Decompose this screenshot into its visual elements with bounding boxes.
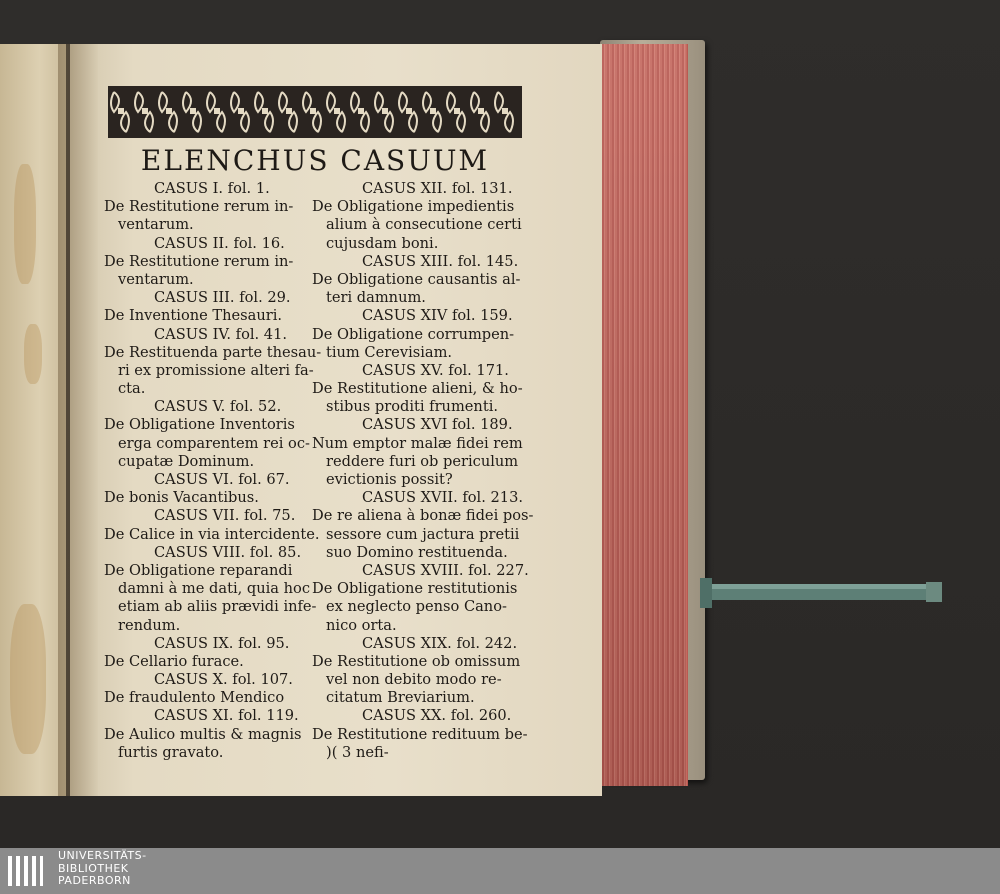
case-entry-line: De Restitutione redituum be-	[312, 725, 528, 743]
case-entry-line: De Inventione Thesauri.	[104, 307, 283, 325]
left-page-edge	[0, 44, 66, 796]
case-entry-line: De Obligatione reparandi	[104, 561, 293, 579]
case-entry-line: De Aulico multis & magnis	[104, 725, 302, 743]
library-name-line3: PADERBORN	[58, 874, 131, 887]
case-entry-line: De Calice in via intercidente.	[104, 525, 320, 543]
library-footer-bar	[0, 848, 1000, 894]
case-entry-line: De fraudulento Mendico	[104, 689, 285, 707]
case-heading: CASUS II. fol. 16.	[154, 234, 285, 252]
case-entry-line: ri ex promissione alteri fa-	[118, 361, 314, 379]
ornament-dot	[166, 108, 172, 114]
contents-column-left	[104, 180, 322, 762]
case-entry-line: De Obligatione causantis al-	[312, 270, 521, 288]
case-entry-line: )( 3 nefi-	[326, 743, 389, 761]
ornament-dot	[406, 108, 412, 114]
case-heading: CASUS I. fol. 1.	[154, 180, 270, 197]
case-heading: CASUS XI. fol. 119.	[154, 707, 299, 725]
ornament-dot	[262, 108, 268, 114]
stain	[10, 604, 46, 754]
library-name	[58, 850, 147, 888]
case-entry-line: rendum.	[118, 616, 181, 634]
case-heading: CASUS XIII. fol. 145.	[362, 252, 519, 270]
library-name-line1: UNIVERSITÄTS-	[58, 849, 147, 862]
library-name-line2: BIBLIOTHEK	[58, 861, 129, 875]
library-logo-icon	[6, 852, 46, 890]
case-entry-line: alium à consecutione certi	[326, 216, 522, 234]
case-entry-line: De Restitutione rerum in-	[104, 252, 294, 270]
page-title: ELENCHUS CASUUM	[140, 144, 490, 177]
case-entry-line: damni à me dati, quia hoc	[118, 580, 310, 598]
edge-shade	[598, 44, 686, 786]
case-entry-line: suo Domino restituenda.	[326, 543, 508, 561]
case-entry-line: furtis gravato.	[118, 743, 224, 761]
gutter-shadow	[58, 44, 98, 796]
case-heading: CASUS XX. fol. 260.	[362, 707, 512, 725]
case-entry-line: De Obligatione restitutionis	[312, 580, 518, 598]
stain	[24, 324, 42, 384]
ornament-dot	[382, 108, 388, 114]
case-entry-line: De bonis Vacantibus.	[104, 489, 259, 507]
case-entry-line: cta.	[118, 380, 146, 398]
case-entry-line: De Obligatione corrumpen-	[312, 325, 515, 343]
ornament-dot	[502, 108, 508, 114]
case-entry-line: Num emptor malæ fidei rem	[312, 434, 523, 452]
case-entry-line: De Cellario furace.	[104, 652, 244, 670]
case-heading: CASUS IX. fol. 95.	[154, 634, 290, 652]
case-heading: CASUS X. fol. 107.	[154, 671, 293, 689]
case-entry-line: ventarum.	[118, 270, 194, 288]
case-entry-line: erga comparentem rei oc-	[118, 434, 310, 452]
case-entry-line: citatum Breviarium.	[326, 689, 475, 707]
case-heading: CASUS III. fol. 29.	[154, 289, 291, 307]
case-entry-line: De Restitutione rerum in-	[104, 198, 294, 216]
case-heading: CASUS V. fol. 52.	[154, 398, 282, 416]
ornament-dot	[334, 108, 340, 114]
case-entry-line: De Obligatione impedientis	[312, 198, 515, 216]
case-heading: CASUS VI. fol. 67.	[154, 471, 290, 488]
case-entry-line: De Restituenda parte thesau-	[104, 343, 322, 361]
case-heading: CASUS XIX. fol. 242.	[362, 634, 518, 652]
case-heading: CASUS XII. fol. 131.	[362, 180, 513, 197]
ornament-dot	[454, 108, 460, 114]
ornament-dot	[214, 108, 220, 114]
case-entry-line: ex neglecto penso Cano-	[326, 598, 507, 616]
case-entry-line: De Obligatione Inventoris	[104, 416, 295, 434]
case-entry-line: evictionis possit?	[326, 471, 453, 488]
case-heading: CASUS IV. fol. 41.	[154, 325, 288, 343]
case-heading: CASUS XVIII. fol. 227.	[362, 561, 529, 579]
case-entry-line: De Restitutione alieni, & ho-	[312, 380, 523, 398]
case-heading: CASUS VII. fol. 75.	[154, 507, 296, 525]
case-entry-line: vel non debito modo re-	[326, 671, 502, 689]
case-entry-line: ventarum.	[118, 216, 194, 234]
case-entry-line: cupatæ Dominum.	[118, 452, 255, 470]
ornament-dot	[310, 108, 316, 114]
ornament-dot	[118, 108, 124, 114]
ornament-dot	[190, 108, 196, 114]
case-entry-line: cujusdam boni.	[326, 234, 439, 252]
case-entry-line: sessore cum jactura pretii	[326, 525, 520, 543]
case-entry-line: nico orta.	[326, 616, 397, 634]
case-entry-line: reddere furi ob periculum	[326, 452, 519, 470]
ornament-dot	[142, 108, 148, 114]
case-entry-line: De re aliena à bonæ fidei pos-	[312, 507, 534, 525]
case-heading: CASUS XV. fol. 171.	[362, 361, 509, 379]
metal-clasp	[700, 578, 944, 608]
case-heading: CASUS VIII. fol. 85.	[154, 543, 302, 561]
contents-column-right	[312, 180, 534, 762]
ornament-dot	[238, 108, 244, 114]
case-entry-line: etiam ab aliis prævidi infe-	[118, 598, 317, 616]
case-entry-line: stibus proditi frumenti.	[326, 398, 498, 416]
ornamental-headpiece	[108, 86, 522, 138]
ornament-dot	[358, 108, 364, 114]
case-heading: CASUS XIV fol. 159.	[362, 307, 513, 325]
ornament-dot	[430, 108, 436, 114]
case-entry-line: De Restitutione ob omissum	[312, 652, 521, 670]
ornament-dot	[286, 108, 292, 114]
case-entry-line: tium Cerevisiam.	[326, 343, 453, 361]
case-heading: CASUS XVII. fol. 213.	[362, 489, 524, 507]
case-heading: CASUS XVI fol. 189.	[362, 416, 513, 434]
stain	[14, 164, 36, 284]
case-entry-line: teri damnum.	[326, 289, 426, 307]
ornament-dot	[478, 108, 484, 114]
